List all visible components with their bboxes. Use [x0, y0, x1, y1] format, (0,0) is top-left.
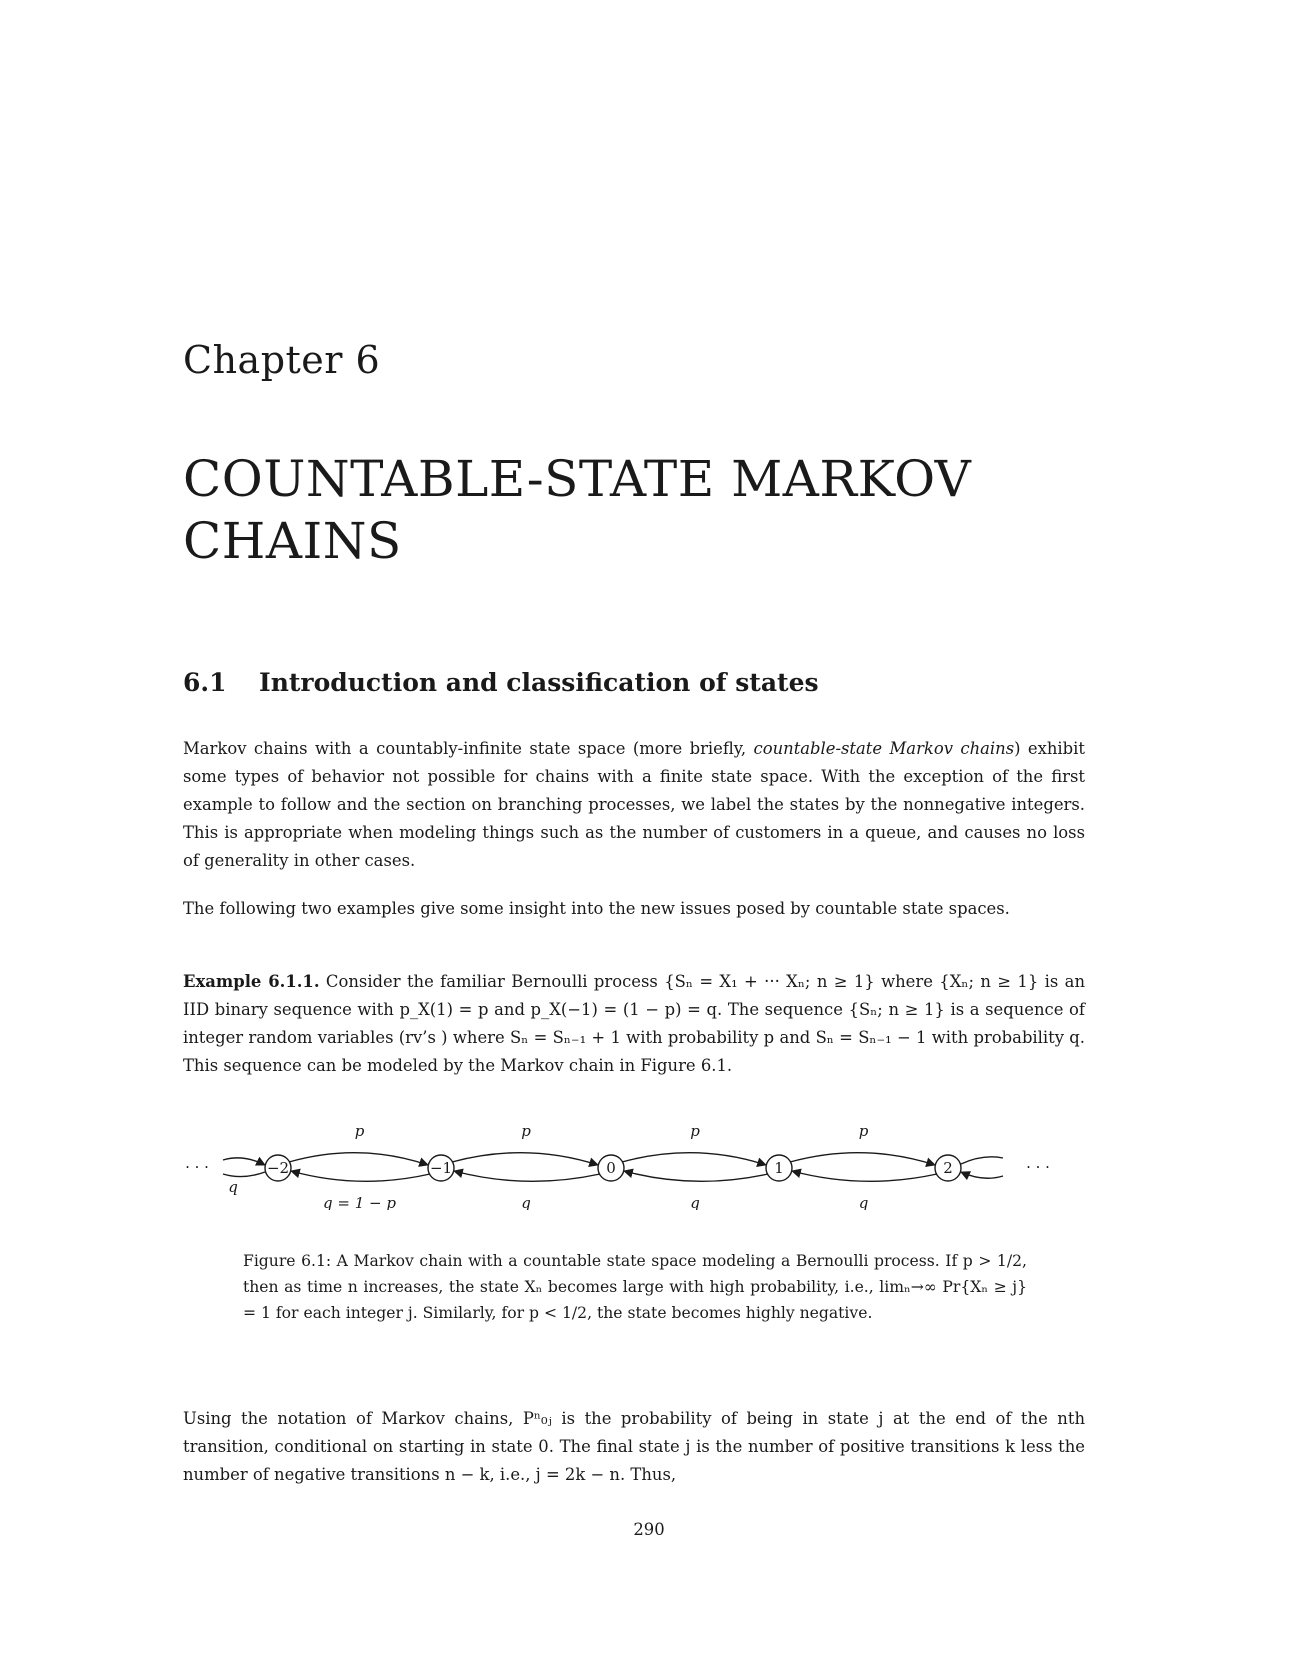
backward-arrow	[792, 1171, 937, 1181]
example-paragraph	[183, 968, 1085, 1080]
left-ellipsis: · · ·	[185, 1158, 209, 1176]
incoming-left-arrow	[223, 1158, 265, 1165]
down-probability-label: q	[690, 1194, 700, 1210]
example-label: Example 6.1.1.	[183, 972, 320, 991]
up-probability-label: p	[858, 1122, 869, 1140]
down-probability-label: q	[521, 1194, 531, 1210]
forward-arrow	[452, 1153, 598, 1165]
backward-arrow	[454, 1171, 600, 1181]
markov-chain-diagram	[183, 1120, 1093, 1210]
paragraph-text: Markov chains with a countably-infinite state space (more briefly,	[183, 739, 754, 758]
figure-caption: Figure 6.1: A Markov chain with a countable state space modeling a Bernoulli process. If p > 1/2, then as time n increases, the state Xₙ becomes large with high probability, i.e., limₙ→∞ Pr{Xₙ ≥ j} = 1 for each integer j. Similarly, for p < 1/2, the state becomes highly negative.	[243, 1252, 1027, 1322]
outgoing-left-arrow	[223, 1172, 265, 1177]
down-probability-label: q = 1 − p	[323, 1194, 396, 1210]
forward-arrow	[790, 1153, 935, 1165]
forward-arrow	[622, 1153, 766, 1165]
state-label: 0	[606, 1159, 616, 1177]
chapter-title: COUNTABLE-STATE MARKOV CHAINS	[183, 450, 972, 570]
section-heading	[183, 668, 819, 697]
paragraph-examples: The following two examples give some insight into the new issues posed by countable state spaces.	[183, 899, 1010, 918]
forward-arrow	[289, 1153, 428, 1165]
backward-arrow	[624, 1171, 768, 1181]
page-number: 290	[633, 1520, 665, 1539]
down-probability-label: q	[858, 1194, 869, 1210]
up-probability-label: p	[690, 1122, 700, 1140]
emphasis-text: countable-state Markov chains	[753, 739, 1015, 758]
backward-arrow	[291, 1171, 430, 1181]
example-text: Consider the familiar Bernoulli process {Sₙ = X₁ + ··· Xₙ; n ≥ 1} where {Xₙ; n ≥ 1} is an IID binary sequence with p_X(1) = p and p_X(−1) = (1 − p) = q. The sequence {Sₙ; n ≥ 1} is a sequence of integer random variables (rv’s ) where Sₙ = Sₙ₋₁ + 1 with probability p and Sₙ = Sₙ₋₁ − 1 with probability q. This sequence can be modeled by the Markov chain in Figure 6.1.	[183, 972, 1085, 1075]
chapter-label: Chapter 6	[183, 338, 381, 382]
paragraph-text: ) exhibit some types of behavior not possible for chains with a finite state space. With the exception of the first example to follow and the section on branching processes, we label the states by the nonnegative integers. This is appropriate when modeling things such as the number of customers in a queue, and causes no loss of generality in other cases.	[183, 739, 1085, 870]
paragraph-notation: Using the notation of Markov chains, Pⁿ₀ⱼ is the probability of being in state j at the end of the nth transition, conditional on starting in state 0. The final state j is the number of positive transitions k less the number of negative transitions n − k, i.e., j = 2k − n. Thus,	[183, 1409, 1085, 1484]
state-label: −2	[266, 1159, 290, 1177]
state-nodes	[265, 1155, 961, 1181]
up-probability-label: p	[521, 1122, 531, 1140]
incoming-right-arrow	[961, 1172, 1003, 1178]
end-probability-label: q	[228, 1178, 238, 1196]
state-label: −1	[429, 1159, 453, 1177]
state-label: 2	[943, 1159, 953, 1177]
paragraph-intro	[183, 735, 1085, 875]
right-ellipsis: · · ·	[1026, 1158, 1050, 1176]
state-label: 1	[774, 1159, 784, 1177]
outgoing-right-arrow	[961, 1157, 1003, 1164]
up-probability-label: p	[354, 1122, 365, 1140]
section-number: 6.1	[183, 668, 227, 697]
section-title: Introduction and classification of states	[259, 668, 819, 697]
